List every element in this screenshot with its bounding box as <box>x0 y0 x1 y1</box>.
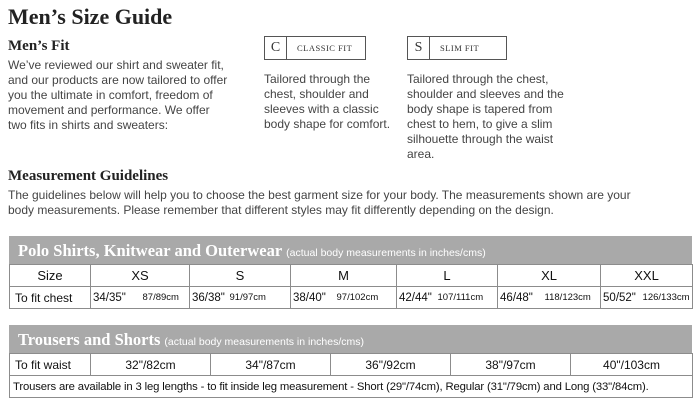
chest-l-inches: 42/44" <box>397 287 436 309</box>
page-title: Men’s Size Guide <box>8 4 173 29</box>
waist-34: 34"/87cm <box>211 354 331 376</box>
classic-fit-description: Tailored through the chest, shoulder and sleeves with a classic body shape for comfort. <box>264 72 391 131</box>
waist-row <box>10 354 693 376</box>
chest-l-cm: 107/111cm <box>436 287 498 309</box>
slim-fit-icon: S <box>408 37 430 59</box>
mens-fit-heading: Men’s Fit <box>8 38 70 54</box>
waist-36: 36"/92cm <box>331 354 451 376</box>
slim-fit-badge <box>407 36 507 60</box>
slim-fit-label: SLIM FIT <box>440 43 480 53</box>
chest-m-inches: 38/40" <box>291 287 335 309</box>
chest-row-label: To fit chest <box>10 287 91 309</box>
classic-fit-label: CLASSIC FIT <box>297 43 353 53</box>
waist-38: 38"/97cm <box>451 354 571 376</box>
chest-xxl-cm: 126/133cm <box>641 287 693 309</box>
chest-xs-inches: 34/35" <box>91 287 141 309</box>
measurement-guidelines-text: The guidelines below will help you to choose the best garment size for your body. The measurements shown are your body measurements. Please remember that different styles may fit differently depending on the design. <box>8 188 631 217</box>
waist-32: 32"/82cm <box>91 354 211 376</box>
measurement-guidelines-heading: Measurement Guidelines <box>8 168 169 184</box>
chest-s-cm: 91/97cm <box>228 287 291 309</box>
size-xs: XS <box>91 265 190 287</box>
size-row <box>10 265 693 287</box>
trousers-section-title: Trousers and Shorts <box>18 330 161 349</box>
chest-xxl-inches: 50/52" <box>601 287 641 309</box>
leg-length-row <box>10 376 693 398</box>
leg-length-note: Trousers are available in 3 leg lengths - to fit inside leg measurement - Short (29"/74cm), Regular (31"/79cm) and Long (33"/84cm). <box>10 376 693 398</box>
slim-fit-description: Tailored through the chest, shoulder and sleeves and the body shape is tapered from chest to hem, to give a slim silhouette through the waist area. <box>407 72 564 161</box>
chest-xl-inches: 46/48" <box>498 287 543 309</box>
polo-section-note: (actual body measurements in inches/cms) <box>286 247 486 259</box>
waist-row-label: To fit waist <box>10 354 91 376</box>
chest-row <box>10 287 693 309</box>
chest-xs-cm: 87/89cm <box>141 287 190 309</box>
chest-xl-cm: 118/123cm <box>543 287 601 309</box>
classic-fit-icon: C <box>265 37 287 59</box>
size-l: L <box>397 265 498 287</box>
polo-section-title: Polo Shirts, Knitwear and Outerwear <box>18 241 283 260</box>
size-xxl: XXL <box>601 265 693 287</box>
size-xl: XL <box>498 265 601 287</box>
polo-size-table <box>9 264 693 309</box>
classic-fit-badge <box>264 36 366 60</box>
size-row-label: Size <box>10 265 91 287</box>
trousers-size-table <box>9 353 693 398</box>
size-m: M <box>291 265 397 287</box>
size-s: S <box>190 265 291 287</box>
mens-fit-intro: We’ve reviewed our shirt and sweater fit, and our products are now tailored to offer you the ultimate in comfort, freedom of movement and performance. We offer two fits in shirts and sweaters: <box>8 58 228 132</box>
polo-section-header <box>9 236 692 264</box>
chest-m-cm: 97/102cm <box>335 287 397 309</box>
chest-s-inches: 36/38" <box>190 287 228 309</box>
trousers-section-note: (actual body measurements in inches/cms) <box>164 336 365 348</box>
trousers-section-header <box>9 325 692 353</box>
waist-40: 40"/103cm <box>571 354 693 376</box>
